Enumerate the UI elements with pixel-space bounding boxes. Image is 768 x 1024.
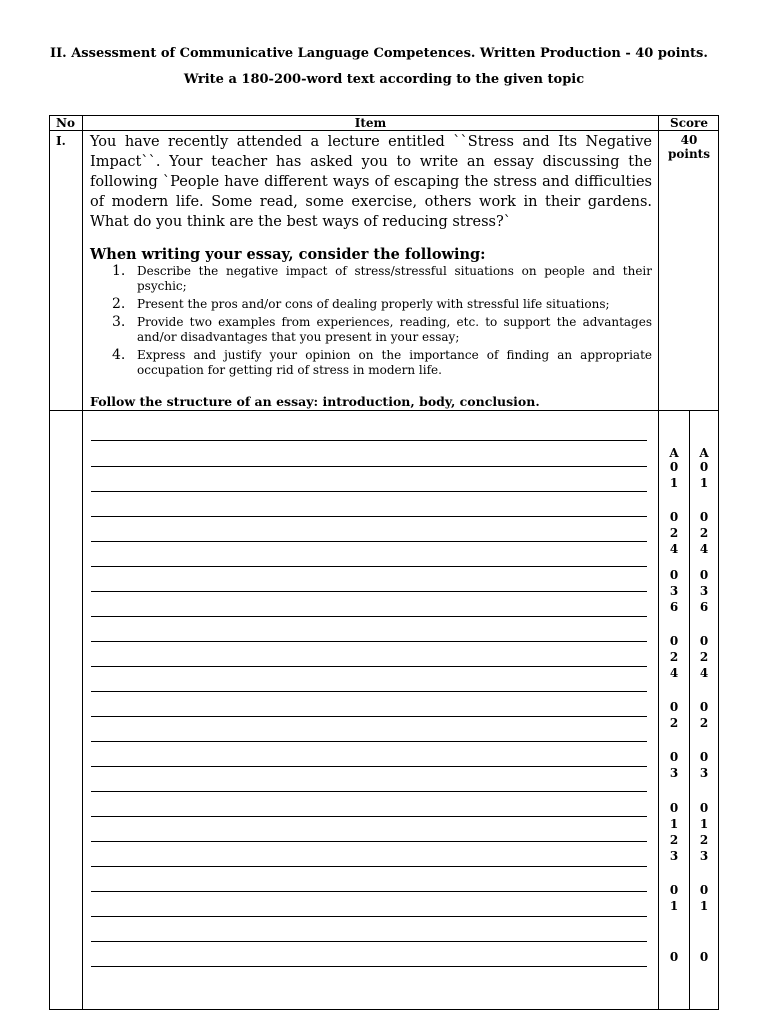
score-mark: 0	[699, 634, 709, 648]
writing-line[interactable]	[91, 741, 647, 742]
writing-line[interactable]	[91, 491, 647, 492]
score-mark: 0	[699, 460, 709, 474]
score-mark: 0	[669, 801, 679, 815]
row-number: I.	[56, 134, 66, 148]
score-mark: 0	[699, 568, 709, 582]
col-divider-item	[658, 115, 659, 1010]
writing-line[interactable]	[91, 516, 647, 517]
task-instruction: Write a 180-200-word text according to the given topic	[183, 72, 585, 87]
points-label: 40 points	[668, 133, 710, 161]
score-mark: 0	[699, 801, 709, 815]
score-mark: 1	[699, 899, 709, 913]
score-mark: 3	[699, 584, 709, 598]
score-column-left	[664, 0, 684, 1024]
score-mark: 6	[699, 600, 709, 614]
score-mark: 0	[669, 510, 679, 524]
score-mark: 2	[699, 650, 709, 664]
score-mark: 6	[669, 600, 679, 614]
score-mark: 0	[699, 883, 709, 897]
writing-line[interactable]	[91, 766, 647, 767]
score-mark: 2	[699, 833, 709, 847]
score-mark: A	[699, 446, 709, 460]
essay-prompt: You have recently attended a lecture entitled ``Stress and Its Negative Impact``. Your teacher has asked you to write an essay discussing the following `People have different ways of escaping the stress and difficulties of modern life. Some read, some exercise, others work in their gardens. What do you think are the best ways of reducing stress?`	[90, 134, 652, 230]
row-divider	[49, 410, 719, 411]
writing-line[interactable]	[91, 666, 647, 667]
score-mark: 2	[669, 716, 679, 730]
score-mark: 1	[669, 817, 679, 831]
score-mark: 0	[669, 950, 679, 964]
score-mark: 4	[699, 542, 709, 556]
col-header-no: No	[56, 116, 75, 130]
score-mark: 3	[699, 849, 709, 863]
table-border-bottom	[49, 1009, 719, 1010]
col-divider-no	[82, 115, 83, 1010]
writing-line[interactable]	[91, 716, 647, 717]
consider-heading: When writing your essay, consider the following:	[90, 246, 486, 263]
score-mark: 1	[699, 476, 709, 490]
header-divider	[49, 130, 719, 131]
score-mark: 0	[669, 568, 679, 582]
writing-line[interactable]	[91, 641, 647, 642]
list-item: 4. Express and justify your opinion on the importance of finding an appropriate occupation for getting rid of stress in modern life.	[112, 347, 652, 377]
score-column-right	[694, 0, 714, 1024]
score-mark: 0	[669, 700, 679, 714]
score-mark: 4	[699, 666, 709, 680]
score-mark: 2	[669, 526, 679, 540]
score-mark: 0	[669, 634, 679, 648]
list-item: 1. Describe the negative impact of stress/stressful situations on people and their psychic;	[112, 263, 652, 293]
writing-line[interactable]	[91, 616, 647, 617]
score-mark: 0	[669, 883, 679, 897]
score-mark: 4	[669, 666, 679, 680]
writing-line[interactable]	[91, 691, 647, 692]
col-header-score: Score	[670, 116, 708, 130]
score-mark: 1	[669, 476, 679, 490]
writing-line[interactable]	[91, 841, 647, 842]
col-header-item: Item	[354, 116, 387, 130]
structure-note: Follow the structure of an essay: introduction, body, conclusion.	[90, 394, 540, 409]
table-border-right	[718, 115, 719, 1010]
score-mark: 3	[699, 766, 709, 780]
section-title: II. Assessment of Communicative Language Competences. Written Production - 40 points.	[50, 46, 708, 61]
score-mark: 0	[699, 510, 709, 524]
list-item: 3. Provide two examples from experiences, reading, etc. to support the advantages and/or disadvantages that you present in your essay;	[112, 314, 652, 344]
list-item: 2. Present the pros and/or cons of dealing properly with stressful life situations;	[112, 296, 610, 312]
writing-line[interactable]	[91, 791, 647, 792]
score-mark: A	[669, 446, 679, 460]
score-mark: 1	[699, 817, 709, 831]
writing-line[interactable]	[91, 566, 647, 567]
score-mark: 0	[699, 700, 709, 714]
score-mark: 1	[669, 899, 679, 913]
score-mark: 0	[669, 750, 679, 764]
col-divider-score	[689, 410, 690, 1010]
writing-line[interactable]	[91, 891, 647, 892]
score-mark: 3	[669, 584, 679, 598]
score-mark: 3	[669, 849, 679, 863]
writing-line[interactable]	[91, 466, 647, 467]
score-mark: 0	[669, 460, 679, 474]
task-list	[108, 264, 652, 381]
writing-line[interactable]	[91, 966, 647, 967]
writing-line[interactable]	[91, 816, 647, 817]
writing-line[interactable]	[91, 941, 647, 942]
writing-line[interactable]	[91, 591, 647, 592]
score-mark: 2	[699, 716, 709, 730]
score-mark: 2	[669, 833, 679, 847]
writing-line[interactable]	[91, 541, 647, 542]
table-border-left	[49, 115, 50, 1010]
writing-line[interactable]	[91, 916, 647, 917]
score-mark: 3	[669, 766, 679, 780]
score-mark: 2	[699, 526, 709, 540]
writing-line[interactable]	[91, 440, 647, 441]
writing-line[interactable]	[91, 866, 647, 867]
score-mark: 0	[699, 950, 709, 964]
score-mark: 2	[669, 650, 679, 664]
score-mark: 0	[699, 750, 709, 764]
score-mark: 4	[669, 542, 679, 556]
